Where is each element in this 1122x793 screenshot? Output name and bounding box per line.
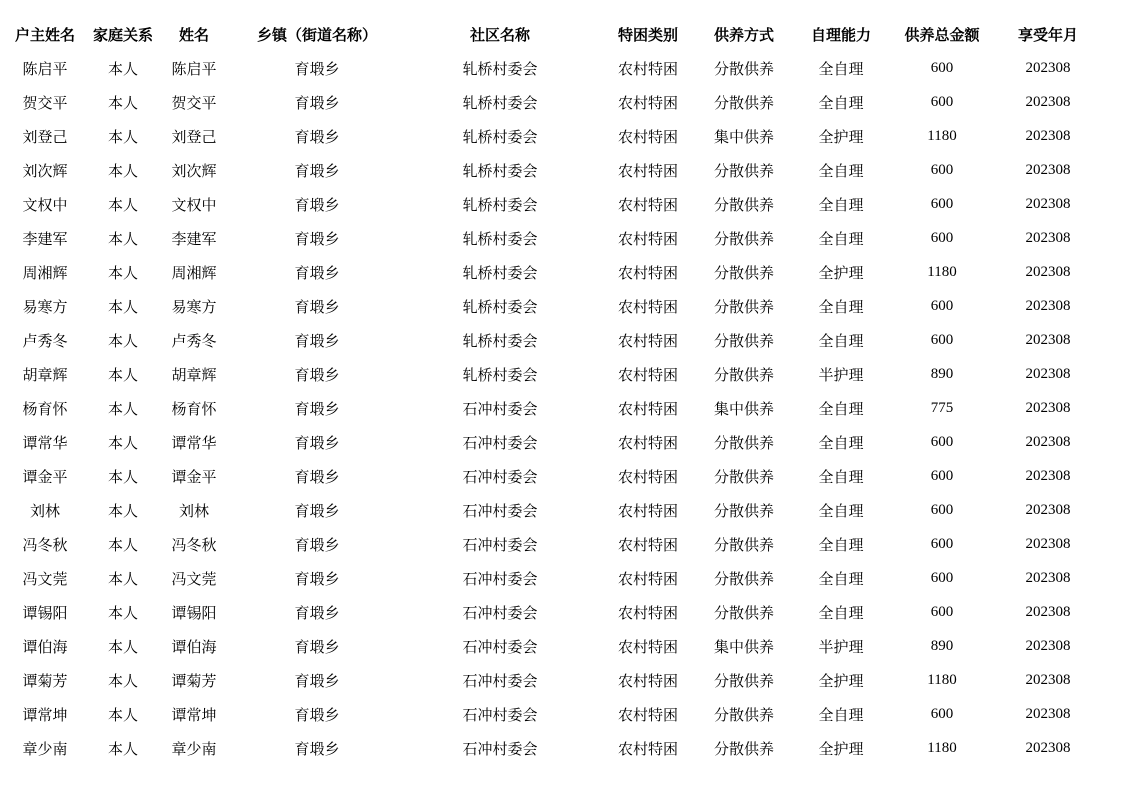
township-cell: 育塅乡 (294, 161, 340, 180)
community-cell: 石冲村委会 (462, 603, 538, 622)
family-relation-cell: 本人 (107, 365, 138, 384)
category-cell: 农村特困 (617, 467, 678, 486)
support-mode-cell: 集中供养 (713, 399, 774, 418)
community-cell: 石冲村委会 (462, 569, 538, 588)
start-month-cell: 202308 (1025, 739, 1071, 756)
table-row (0, 629, 1122, 663)
self-care-cell: 全护理 (818, 127, 864, 146)
row-spacer (1104, 595, 1122, 629)
householder-name-cell: 谭金平 (22, 467, 68, 486)
table-row (0, 323, 1122, 357)
table-header (0, 17, 1122, 51)
community-cell: 轧桥村委会 (462, 365, 538, 384)
start-month-cell: 202308 (1025, 399, 1071, 416)
total-amount-cell: 600 (930, 433, 954, 450)
community-cell: 轧桥村委会 (462, 297, 538, 316)
name-cell: 周湘辉 (171, 263, 217, 282)
total-amount-cell: 600 (930, 603, 954, 620)
table-row (0, 85, 1122, 119)
row-spacer (1104, 119, 1122, 153)
support-mode-cell: 分散供养 (713, 739, 774, 758)
self-care-cell: 全护理 (818, 671, 864, 690)
table-row (0, 595, 1122, 629)
total-amount-cell: 600 (930, 161, 954, 178)
self-care-cell: 全自理 (818, 297, 864, 316)
householder-name-cell: 周湘辉 (22, 263, 68, 282)
header-row (0, 17, 1122, 51)
township-cell: 育塅乡 (294, 501, 340, 520)
category-cell: 农村特困 (617, 297, 678, 316)
householder-name-cell: 胡章辉 (22, 365, 68, 384)
township-cell: 育塅乡 (294, 297, 340, 316)
township-cell: 育塅乡 (294, 195, 340, 214)
family-relation-cell: 本人 (107, 705, 138, 724)
community-cell: 轧桥村委会 (462, 127, 538, 146)
self-care-cell: 全自理 (818, 705, 864, 724)
family-relation-cell: 本人 (107, 59, 138, 78)
start-month-cell: 202308 (1025, 501, 1071, 518)
support-mode-cell: 分散供养 (713, 195, 774, 214)
name-cell: 李建军 (171, 229, 217, 248)
township-cell: 育塅乡 (294, 263, 340, 282)
township-cell: 育塅乡 (294, 603, 340, 622)
community-cell: 石冲村委会 (462, 739, 538, 758)
township-cell: 育塅乡 (294, 59, 340, 78)
support-mode-cell: 分散供养 (713, 229, 774, 248)
name-cell: 谭常华 (171, 433, 217, 452)
row-spacer (1104, 731, 1122, 765)
householder-name-cell: 谭菊芳 (22, 671, 68, 690)
category-cell: 农村特困 (617, 229, 678, 248)
header-support-mode: 供养方式 (713, 25, 774, 44)
table-row (0, 51, 1122, 85)
township-cell: 育塅乡 (294, 331, 340, 350)
header-category: 特困类别 (617, 25, 678, 44)
name-cell: 谭常坤 (171, 705, 217, 724)
householder-name-cell: 贺交平 (22, 93, 68, 112)
householder-name-cell: 刘登己 (22, 127, 68, 146)
householder-name-cell: 冯文莞 (22, 569, 68, 588)
category-cell: 农村特困 (617, 637, 678, 656)
total-amount-cell: 600 (930, 467, 954, 484)
category-cell: 农村特困 (617, 535, 678, 554)
community-cell: 石冲村委会 (462, 467, 538, 486)
householder-name-cell: 谭常坤 (22, 705, 68, 724)
category-cell: 农村特困 (617, 739, 678, 758)
township-cell: 育塅乡 (294, 637, 340, 656)
self-care-cell: 全自理 (818, 433, 864, 452)
householder-name-cell: 杨育怀 (22, 399, 68, 418)
row-spacer (1104, 323, 1122, 357)
row-spacer (1104, 425, 1122, 459)
name-cell: 冯文莞 (171, 569, 217, 588)
row-spacer (1104, 561, 1122, 595)
table-row (0, 663, 1122, 697)
header-family-relation: 家庭关系 (92, 25, 153, 44)
community-cell: 轧桥村委会 (462, 59, 538, 78)
householder-name-cell: 谭常华 (22, 433, 68, 452)
total-amount-cell: 775 (930, 399, 954, 416)
name-cell: 易寒方 (171, 297, 217, 316)
support-mode-cell: 分散供养 (713, 263, 774, 282)
start-month-cell: 202308 (1025, 229, 1071, 246)
start-month-cell: 202308 (1025, 535, 1071, 552)
category-cell: 农村特困 (617, 671, 678, 690)
row-spacer (1104, 255, 1122, 289)
self-care-cell: 全自理 (818, 195, 864, 214)
community-cell: 石冲村委会 (462, 433, 538, 452)
document-page (0, 17, 1122, 765)
name-cell: 卢秀冬 (171, 331, 217, 350)
start-month-cell: 202308 (1025, 637, 1071, 654)
name-cell: 刘次辉 (171, 161, 217, 180)
total-amount-cell: 600 (930, 569, 954, 586)
township-cell: 育塅乡 (294, 569, 340, 588)
family-relation-cell: 本人 (107, 127, 138, 146)
total-amount-cell: 600 (930, 535, 954, 552)
family-relation-cell: 本人 (107, 739, 138, 758)
self-care-cell: 全自理 (818, 467, 864, 486)
name-cell: 章少南 (171, 739, 217, 758)
township-cell: 育塅乡 (294, 705, 340, 724)
total-amount-cell: 1180 (927, 263, 957, 280)
support-mode-cell: 分散供养 (713, 671, 774, 690)
row-spacer (1104, 51, 1122, 85)
community-cell: 石冲村委会 (462, 399, 538, 418)
support-mode-cell: 分散供养 (713, 433, 774, 452)
total-amount-cell: 600 (930, 501, 954, 518)
family-relation-cell: 本人 (107, 569, 138, 588)
family-relation-cell: 本人 (107, 671, 138, 690)
support-mode-cell: 分散供养 (713, 603, 774, 622)
total-amount-cell: 600 (930, 229, 954, 246)
category-cell: 农村特困 (617, 59, 678, 78)
name-cell: 胡章辉 (171, 365, 217, 384)
community-cell: 轧桥村委会 (462, 195, 538, 214)
start-month-cell: 202308 (1025, 59, 1071, 76)
row-spacer (1104, 493, 1122, 527)
self-care-cell: 全自理 (818, 161, 864, 180)
start-month-cell: 202308 (1025, 569, 1071, 586)
community-cell: 轧桥村委会 (462, 263, 538, 282)
start-month-cell: 202308 (1025, 161, 1071, 178)
community-cell: 石冲村委会 (462, 705, 538, 724)
row-spacer (1104, 629, 1122, 663)
self-care-cell: 半护理 (818, 365, 864, 384)
support-mode-cell: 分散供养 (713, 59, 774, 78)
recipient-table (0, 17, 1122, 765)
community-cell: 轧桥村委会 (462, 161, 538, 180)
table-row (0, 221, 1122, 255)
name-cell: 贺交平 (171, 93, 217, 112)
householder-name-cell: 冯冬秋 (22, 535, 68, 554)
category-cell: 农村特困 (617, 365, 678, 384)
township-cell: 育塅乡 (294, 467, 340, 486)
row-spacer (1104, 289, 1122, 323)
total-amount-cell: 600 (930, 195, 954, 212)
township-cell: 育塅乡 (294, 535, 340, 554)
total-amount-cell: 600 (930, 705, 954, 722)
township-cell: 育塅乡 (294, 433, 340, 452)
table-row (0, 119, 1122, 153)
start-month-cell: 202308 (1025, 705, 1071, 722)
category-cell: 农村特困 (617, 331, 678, 350)
start-month-cell: 202308 (1025, 671, 1071, 688)
start-month-cell: 202308 (1025, 467, 1071, 484)
support-mode-cell: 分散供养 (713, 365, 774, 384)
category-cell: 农村特困 (617, 93, 678, 112)
self-care-cell: 全自理 (818, 501, 864, 520)
family-relation-cell: 本人 (107, 297, 138, 316)
self-care-cell: 全自理 (818, 59, 864, 78)
family-relation-cell: 本人 (107, 229, 138, 248)
category-cell: 农村特困 (617, 603, 678, 622)
table-row (0, 731, 1122, 765)
total-amount-cell: 1180 (927, 671, 957, 688)
self-care-cell: 全自理 (818, 399, 864, 418)
total-amount-cell: 600 (930, 59, 954, 76)
total-amount-cell: 1180 (927, 127, 957, 144)
householder-name-cell: 章少南 (22, 739, 68, 758)
support-mode-cell: 分散供养 (713, 501, 774, 520)
family-relation-cell: 本人 (107, 263, 138, 282)
support-mode-cell: 分散供养 (713, 331, 774, 350)
family-relation-cell: 本人 (107, 603, 138, 622)
row-spacer (1104, 221, 1122, 255)
self-care-cell: 全自理 (818, 331, 864, 350)
support-mode-cell: 分散供养 (713, 535, 774, 554)
row-spacer (1104, 357, 1122, 391)
header-self-care: 自理能力 (810, 25, 871, 44)
start-month-cell: 202308 (1025, 127, 1071, 144)
start-month-cell: 202308 (1025, 195, 1071, 212)
householder-name-cell: 谭锡阳 (22, 603, 68, 622)
start-month-cell: 202308 (1025, 365, 1071, 382)
self-care-cell: 全自理 (818, 229, 864, 248)
table-row (0, 527, 1122, 561)
start-month-cell: 202308 (1025, 603, 1071, 620)
row-spacer (1104, 85, 1122, 119)
total-amount-cell: 600 (930, 331, 954, 348)
township-cell: 育塅乡 (294, 739, 340, 758)
township-cell: 育塅乡 (294, 229, 340, 248)
family-relation-cell: 本人 (107, 501, 138, 520)
name-cell: 谭金平 (171, 467, 217, 486)
header-start-month: 享受年月 (1017, 25, 1078, 44)
family-relation-cell: 本人 (107, 637, 138, 656)
township-cell: 育塅乡 (294, 399, 340, 418)
category-cell: 农村特困 (617, 569, 678, 588)
support-mode-cell: 分散供养 (713, 467, 774, 486)
name-cell: 冯冬秋 (171, 535, 217, 554)
start-month-cell: 202308 (1025, 297, 1071, 314)
family-relation-cell: 本人 (107, 467, 138, 486)
support-mode-cell: 分散供养 (713, 161, 774, 180)
township-cell: 育塅乡 (294, 671, 340, 690)
table-row (0, 561, 1122, 595)
category-cell: 农村特困 (617, 127, 678, 146)
self-care-cell: 全护理 (818, 739, 864, 758)
name-cell: 谭菊芳 (171, 671, 217, 690)
householder-name-cell: 卢秀冬 (22, 331, 68, 350)
support-mode-cell: 分散供养 (713, 705, 774, 724)
table-row (0, 425, 1122, 459)
family-relation-cell: 本人 (107, 195, 138, 214)
self-care-cell: 半护理 (818, 637, 864, 656)
self-care-cell: 全自理 (818, 535, 864, 554)
category-cell: 农村特困 (617, 399, 678, 418)
township-cell: 育塅乡 (294, 93, 340, 112)
name-cell: 杨育怀 (171, 399, 217, 418)
support-mode-cell: 分散供养 (713, 93, 774, 112)
name-cell: 谭锡阳 (171, 603, 217, 622)
table-row (0, 697, 1122, 731)
householder-name-cell: 刘次辉 (22, 161, 68, 180)
community-cell: 石冲村委会 (462, 501, 538, 520)
name-cell: 陈启平 (171, 59, 217, 78)
householder-name-cell: 陈启平 (22, 59, 68, 78)
row-spacer (1104, 697, 1122, 731)
township-cell: 育塅乡 (294, 365, 340, 384)
table-row (0, 357, 1122, 391)
householder-name-cell: 刘林 (29, 501, 60, 520)
start-month-cell: 202308 (1025, 433, 1071, 450)
start-month-cell: 202308 (1025, 93, 1071, 110)
family-relation-cell: 本人 (107, 161, 138, 180)
row-spacer (1104, 527, 1122, 561)
total-amount-cell: 890 (930, 365, 954, 382)
table-row (0, 493, 1122, 527)
total-amount-cell: 890 (930, 637, 954, 654)
header-township: 乡镇（街道名称） (256, 25, 377, 44)
community-cell: 轧桥村委会 (462, 93, 538, 112)
table-body (0, 51, 1122, 765)
support-mode-cell: 分散供养 (713, 569, 774, 588)
category-cell: 农村特困 (617, 501, 678, 520)
family-relation-cell: 本人 (107, 535, 138, 554)
householder-name-cell: 文权中 (22, 195, 68, 214)
category-cell: 农村特困 (617, 195, 678, 214)
family-relation-cell: 本人 (107, 433, 138, 452)
category-cell: 农村特困 (617, 433, 678, 452)
self-care-cell: 全自理 (818, 569, 864, 588)
support-mode-cell: 集中供养 (713, 127, 774, 146)
table-row (0, 255, 1122, 289)
start-month-cell: 202308 (1025, 331, 1071, 348)
row-spacer (1104, 663, 1122, 697)
name-cell: 谭伯海 (171, 637, 217, 656)
township-cell: 育塅乡 (294, 127, 340, 146)
self-care-cell: 全自理 (818, 93, 864, 112)
table-row (0, 289, 1122, 323)
name-cell: 文权中 (171, 195, 217, 214)
householder-name-cell: 谭伯海 (22, 637, 68, 656)
table-row (0, 459, 1122, 493)
table-row (0, 187, 1122, 221)
total-amount-cell: 600 (930, 93, 954, 110)
householder-name-cell: 易寒方 (22, 297, 68, 316)
name-cell: 刘登己 (171, 127, 217, 146)
householder-name-cell: 李建军 (22, 229, 68, 248)
community-cell: 石冲村委会 (462, 671, 538, 690)
total-amount-cell: 600 (930, 297, 954, 314)
support-mode-cell: 集中供养 (713, 637, 774, 656)
community-cell: 轧桥村委会 (462, 229, 538, 248)
community-cell: 石冲村委会 (462, 535, 538, 554)
row-spacer (1104, 187, 1122, 221)
self-care-cell: 全自理 (818, 603, 864, 622)
table-row (0, 391, 1122, 425)
self-care-cell: 全护理 (818, 263, 864, 282)
category-cell: 农村特困 (617, 161, 678, 180)
family-relation-cell: 本人 (107, 93, 138, 112)
category-cell: 农村特困 (617, 705, 678, 724)
header-name: 姓名 (178, 25, 209, 44)
header-householder-name: 户主姓名 (14, 25, 75, 44)
name-cell: 刘林 (178, 501, 209, 520)
row-spacer (1104, 459, 1122, 493)
family-relation-cell: 本人 (107, 331, 138, 350)
row-spacer (1104, 153, 1122, 187)
support-mode-cell: 分散供养 (713, 297, 774, 316)
row-spacer (1104, 391, 1122, 425)
total-amount-cell: 1180 (927, 739, 957, 756)
table-row (0, 153, 1122, 187)
community-cell: 石冲村委会 (462, 637, 538, 656)
category-cell: 农村特困 (617, 263, 678, 282)
header-community: 社区名称 (469, 25, 530, 44)
community-cell: 轧桥村委会 (462, 331, 538, 350)
family-relation-cell: 本人 (107, 399, 138, 418)
header-spacer (1104, 17, 1122, 51)
start-month-cell: 202308 (1025, 263, 1071, 280)
header-total-amount: 供养总金额 (904, 25, 980, 44)
